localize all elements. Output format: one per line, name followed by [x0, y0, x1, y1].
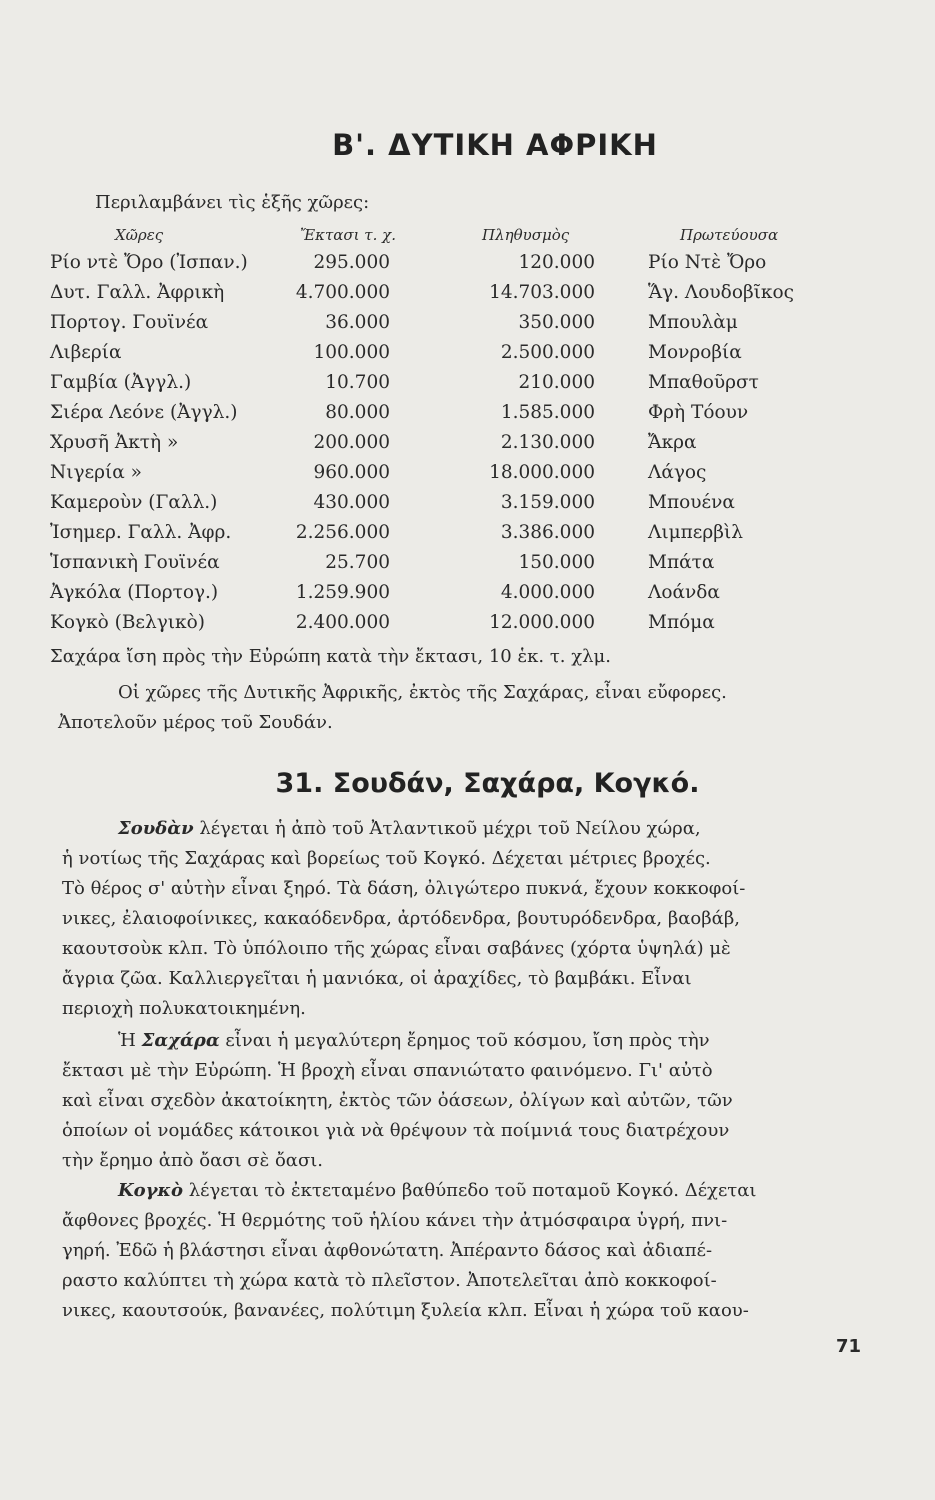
paragraph-line: περιοχὴ πολυκατοικημένη. [62, 998, 306, 1019]
country-capital: Μπουλὰμ [648, 312, 738, 333]
chapter-heading: Β'. ΔΥΤΙΚΗ ΑΦΡΙΚΗ [332, 128, 658, 162]
country-name: Χρυσῆ Ἀκτὴ » [50, 432, 179, 453]
paragraph-text: εἶναι ἡ μεγαλύτερη ἔρημος τοῦ κόσμου, ἴση πρὸς τὴν [225, 1030, 710, 1051]
note-line: Οἱ χῶρες τῆς Δυτικῆς Ἀφρικῆς, ἐκτὸς τῆς Σαχάρας, εἶναι εὔφορες. [118, 682, 727, 703]
country-name: Λιβερία [50, 342, 122, 363]
congo-paragraph-first-line [118, 1180, 756, 1201]
table-row [50, 582, 810, 612]
country-area: 200.000 [313, 432, 390, 453]
country-population: 18.000.000 [489, 462, 595, 483]
paragraph-line: ἄφθονες βροχές. Ἡ θερμότης τοῦ ἡλίου κάνει τὴν ἀτμόσφαιρα ὑγρή, πνι- [62, 1210, 728, 1231]
table-row [50, 252, 810, 282]
country-population: 2.500.000 [500, 342, 595, 363]
paragraph-line: Τὸ θέρος σ' αὐτὴν εἶναι ξηρό. Τὰ δάση, ὀλιγώτερο πυκνά, ἔχουν κοκκοφοί- [62, 878, 746, 899]
country-capital: Ἄκρα [648, 432, 697, 453]
table-row [50, 372, 810, 402]
paragraph-line: γηρή. Ἐδῶ ἡ βλάστησι εἶναι ἀφθονώτατη. Ἀπέραντο δάσος καὶ ἀδιαπέ- [62, 1240, 713, 1261]
country-population: 12.000.000 [489, 612, 595, 633]
country-population: 120.000 [518, 252, 595, 273]
intro-text: Περιλαμβάνει τὶς ἑξῆς χῶρες: [95, 192, 370, 213]
country-name: Νιγερία » [50, 462, 142, 483]
table-row [50, 522, 810, 552]
country-name: Δυτ. Γαλλ. Ἀφρικὴ [50, 282, 225, 303]
country-population: 2.130.000 [500, 432, 595, 453]
sudan-paragraph-first-line [118, 818, 701, 839]
country-area: 1.259.900 [295, 582, 390, 603]
paragraph-line: νικες, καουτσούκ, βανανέες, πολύτιμη ξυλεία κλπ. Εἶναι ἡ χώρα τοῦ καου- [62, 1300, 749, 1321]
country-capital: Μονροβία [648, 342, 742, 363]
country-population: 3.159.000 [500, 492, 595, 513]
paragraph-line: ραστο καλύπτει τὴ χώρα κατὰ τὸ πλεῖστον. Ἀποτελεῖται ἀπὸ κοκκοφοί- [62, 1270, 717, 1291]
country-capital: Μπουένα [648, 492, 735, 513]
sahara-term: Σαχάρα [141, 1030, 220, 1051]
paragraph-text: λέγεται ἡ ἀπὸ τοῦ Ἀτλαντικοῦ μέχρι τοῦ Νείλου χώρα, [199, 818, 701, 839]
paragraph-line: ἔκτασι μὲ τὴν Εὐρώπη. Ἡ βροχὴ εἶναι σπανιώτατο φαινόμενο. Γι' αὐτὸ [62, 1060, 713, 1081]
paragraph-text: λέγεται τὸ ἐκτεταμένο βαθύπεδο τοῦ ποταμοῦ Κογκό. Δέχεται [188, 1180, 757, 1201]
table-row [50, 552, 810, 582]
country-area: 4.700.000 [295, 282, 390, 303]
country-name: Πορτογ. Γουϊνέα [50, 312, 209, 333]
country-name: Κογκὸ (Βελγικὸ) [50, 612, 205, 633]
country-name: Γαμβία (Ἀγγλ.) [50, 372, 192, 393]
col-header-area: Ἔκτασι τ. χ. [300, 226, 396, 244]
note-line: Ἀποτελοῦν μέρος τοῦ Σουδάν. [58, 712, 333, 733]
page-number: 71 [836, 1336, 862, 1357]
country-population: 150.000 [518, 552, 595, 573]
country-capital: Λάγος [648, 462, 707, 483]
col-header-country: Χῶρες [115, 226, 164, 244]
table-row [50, 402, 810, 432]
country-capital: Φρὴ Τόουν [648, 402, 749, 423]
country-area: 25.700 [325, 552, 390, 573]
country-population: 210.000 [518, 372, 595, 393]
country-capital: Μπαθοῦρστ [648, 372, 759, 393]
table-row [50, 342, 810, 372]
country-population: 14.703.000 [489, 282, 595, 303]
country-area: 2.256.000 [295, 522, 390, 543]
country-name: Ἀγκόλα (Πορτογ.) [50, 582, 219, 603]
country-name: Καμεροὺν (Γαλλ.) [50, 492, 218, 513]
country-capital: Λοάνδα [648, 582, 720, 603]
table-row [50, 492, 810, 522]
table-row [50, 462, 810, 492]
country-area: 100.000 [313, 342, 390, 363]
paragraph-line: τὴν ἔρημο ἀπὸ ὄασι σὲ ὄασι. [62, 1150, 324, 1171]
country-area: 960.000 [313, 462, 390, 483]
country-area: 36.000 [325, 312, 390, 333]
country-capital: Ρίο Ντὲ Ὄρο [648, 252, 767, 273]
paragraph-line: καουτσοὺκ κλπ. Τὸ ὑπόλοιπο τῆς χώρας εἶναι σαβάνες (χόρτα ὑψηλά) μὲ [62, 938, 731, 959]
country-area: 430.000 [313, 492, 390, 513]
country-population: 1.585.000 [500, 402, 595, 423]
paragraph-line: νικες, ἐλαιοφοίνικες, κακαόδενδρα, ἀρτόδενδρα, βουτυρόδενδρα, βαοβάβ, [62, 908, 740, 929]
country-area: 295.000 [313, 252, 390, 273]
country-capital: Μπόμα [648, 612, 715, 633]
sahara-area-line: Σαχάρα ἴση πρὸς τὴν Εὐρώπη κατὰ τὴν ἔκτασι, 10 ἑκ. τ. χλμ. [50, 646, 611, 667]
table-row [50, 612, 810, 642]
country-population: 350.000 [518, 312, 595, 333]
section-heading: 31. Σουδάν, Σαχάρα, Κογκό. [275, 768, 700, 799]
paragraph-line: ἡ νοτίως τῆς Σαχάρας καὶ βορείως τοῦ Κογκό. Δέχεται μέτριες βροχές. [62, 848, 711, 869]
paragraph-line: καὶ εἶναι σχεδὸν ἀκατοίκητη, ἐκτὸς τῶν ὀάσεων, ὀλίγων καὶ αὐτῶν, τῶν [62, 1090, 733, 1111]
table-row [50, 312, 810, 342]
congo-term: Κογκὸ [118, 1180, 184, 1201]
country-capital: Μπάτα [648, 552, 715, 573]
paragraph-line: ὁποίων οἱ νομάδες κάτοικοι γιὰ νὰ θρέψουν τὰ ποίμνιά τους διατρέχουν [62, 1120, 730, 1141]
country-area: 10.700 [325, 372, 390, 393]
country-area: 80.000 [325, 402, 390, 423]
country-capital: Ἅγ. Λουδοβῖκος [648, 282, 794, 303]
country-name: Σιέρα Λεόνε (Ἀγγλ.) [50, 402, 238, 423]
sahara-lead: Ἡ [118, 1030, 136, 1051]
country-population: 3.386.000 [500, 522, 595, 543]
country-capital: Λιμπερβὶλ [648, 522, 743, 543]
table-row [50, 282, 810, 312]
table-row [50, 432, 810, 462]
col-header-population: Πληθυσμὸς [482, 226, 570, 244]
country-name: Ρίο ντὲ Ὄρο (Ἰσπαν.) [50, 252, 248, 273]
paragraph-line: ἄγρια ζῶα. Καλλιεργεῖται ἡ μανιόκα, οἱ ἀραχίδες, τὸ βαμβάκι. Εἶναι [62, 968, 692, 989]
sahara-paragraph-first-line [118, 1030, 710, 1051]
col-header-capital: Πρωτεύουσα [680, 226, 779, 244]
country-area: 2.400.000 [295, 612, 390, 633]
country-name: Ἰσημερ. Γαλλ. Ἀφρ. [50, 522, 232, 543]
country-name: Ἱσπανικὴ Γουϊνέα [50, 552, 220, 573]
country-population: 4.000.000 [500, 582, 595, 603]
sudan-term: Σουδὰν [118, 818, 194, 839]
